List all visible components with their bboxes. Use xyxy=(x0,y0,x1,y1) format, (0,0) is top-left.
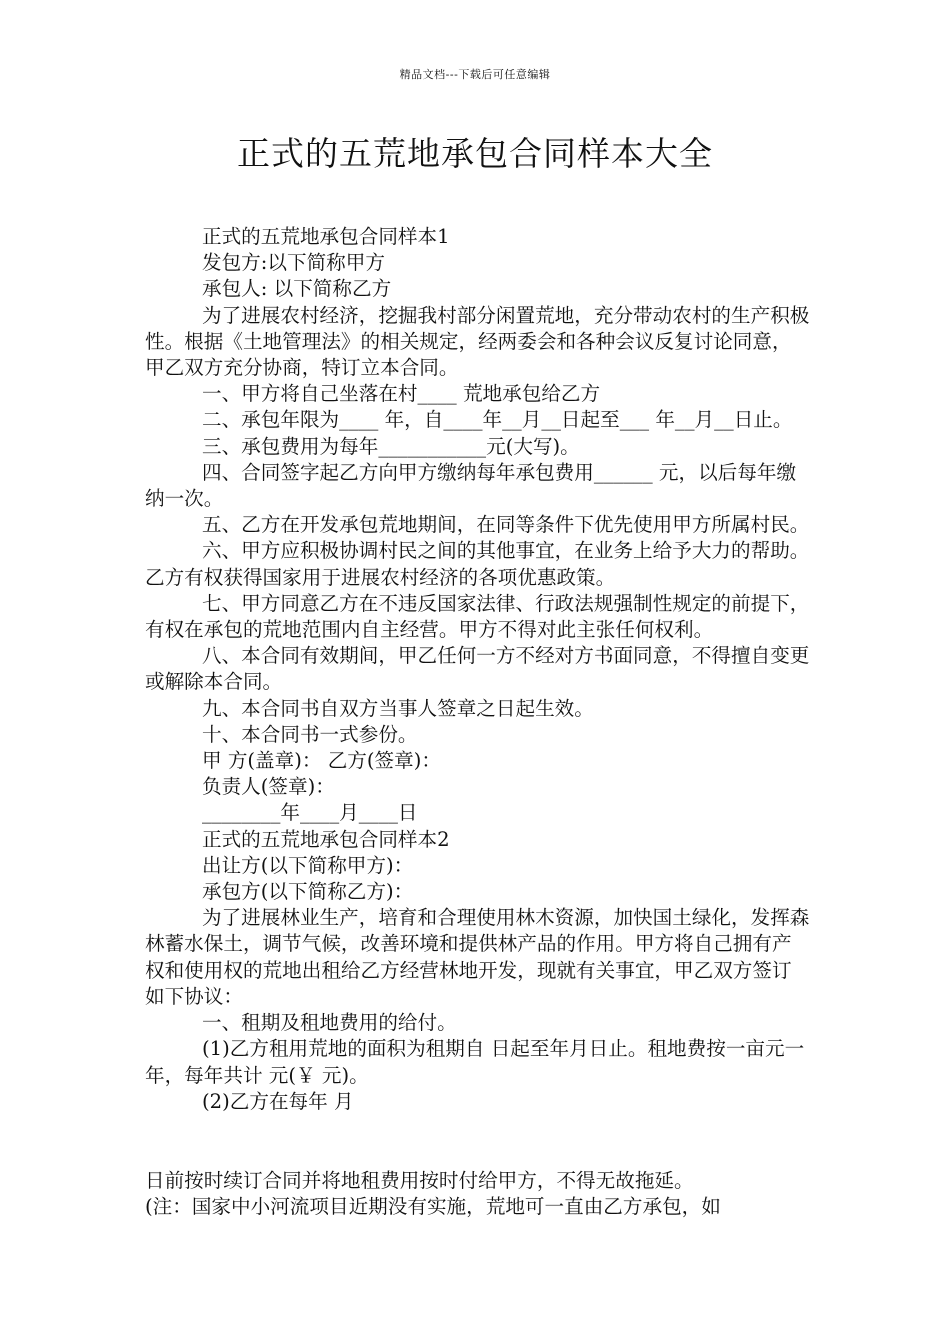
lessor-line: 出让方(以下简称甲方)： xyxy=(202,853,414,877)
clause-5: 五、乙方在开发承包荒地期间，在同等条件下优先使用甲方所属村民。 xyxy=(202,513,810,537)
article-1-item-1: (1)乙方租用荒地的面积为租期自 日起至年月日止。租地费按一亩元一年，每年共计 元(￥ 元)。 xyxy=(145,1037,805,1087)
article-1-item-2: (2)乙方在每年 月 xyxy=(202,1089,354,1113)
header-note: 精品文档---下载后可任意编辑 xyxy=(399,68,551,81)
article-1-heading: 一、租期及租地费用的给付。 xyxy=(202,1011,457,1035)
lessee-line: 承包方(以下简称乙方)： xyxy=(202,880,414,904)
responsible-person-line: 负责人(签章)： xyxy=(202,775,335,799)
preamble-paragraph-2: 为了进展林业生产，培育和合理使用林木资源，加快国土绿化，发挥森林蓄水保土，调节气候，改善环境和提供林产品的作用。甲方将自己拥有产权和使用权的荒地出租给乙方经营林地开发，现就有关事宜，甲乙双方签订如下协议： xyxy=(145,906,810,1008)
section-heading-1: 正式的五荒地承包合同样本1 xyxy=(202,225,450,248)
preamble-paragraph: 为了进展农村经济，挖掘我村部分闲置荒地，充分带动农村的生产积极性。根据《土地管理法》的相关规定，经两委会和各种会议反复讨论同意，甲乙双方充分协商，特订立本合同。 xyxy=(145,303,810,380)
clause-6: 六、甲方应积极协调村民之间的其他事宜，在业务上给予大力的帮助。乙方有权获得国家用于进展农村经济的各项优惠政策。 xyxy=(145,539,810,589)
page-tail xyxy=(145,1168,810,1220)
tail-line-2: (注：国家中小河流项目近期没有实施，荒地可一直由乙方承包，如 xyxy=(145,1195,721,1219)
section-heading-2: 正式的五荒地承包合同样本2 xyxy=(202,827,450,851)
signature-line: 甲 方(盖章)： 乙方(签章)： xyxy=(202,749,441,773)
clause-2: 二、承包年限为____ 年，自____年__月__日起至___ 年__月__日止。 xyxy=(202,408,793,432)
clause-1: 一、甲方将自己坐落在村____ 荒地承包给乙方 xyxy=(202,382,601,406)
document-title: 正式的五荒地承包合同样本大全 xyxy=(237,134,713,173)
document-body xyxy=(145,224,810,1115)
clause-7: 七、甲方同意乙方在不违反国家法律、行政法规强制性规定的前提下，有权在承包的荒地范围内自主经营。甲方不得对此主张任何权利。 xyxy=(145,591,810,642)
clause-10: 十、本合同书一式参份。 xyxy=(202,722,418,746)
clause-8: 八、本合同有效期间，甲乙任何一方不经对方书面同意，不得擅自变更或解除本合同。 xyxy=(145,644,810,694)
date-line: ________年____月____日 xyxy=(202,801,418,825)
clause-3: 三、承包费用为每年___________元(大写)。 xyxy=(202,434,580,458)
tail-line-1: 日前按时续订合同并将地租费用按时付给甲方，不得无故拖延。 xyxy=(145,1169,694,1192)
clause-9: 九、本合同书自双方当事人签章之日起生效。 xyxy=(202,696,594,720)
party-b-line: 承包人: 以下简称乙方 xyxy=(202,277,392,301)
party-a-line: 发包方:以下简称甲方 xyxy=(202,251,385,275)
clause-4: 四、合同签字起乙方向甲方缴纳每年承包费用______ 元，以后每年缴纳一次。 xyxy=(145,460,797,511)
